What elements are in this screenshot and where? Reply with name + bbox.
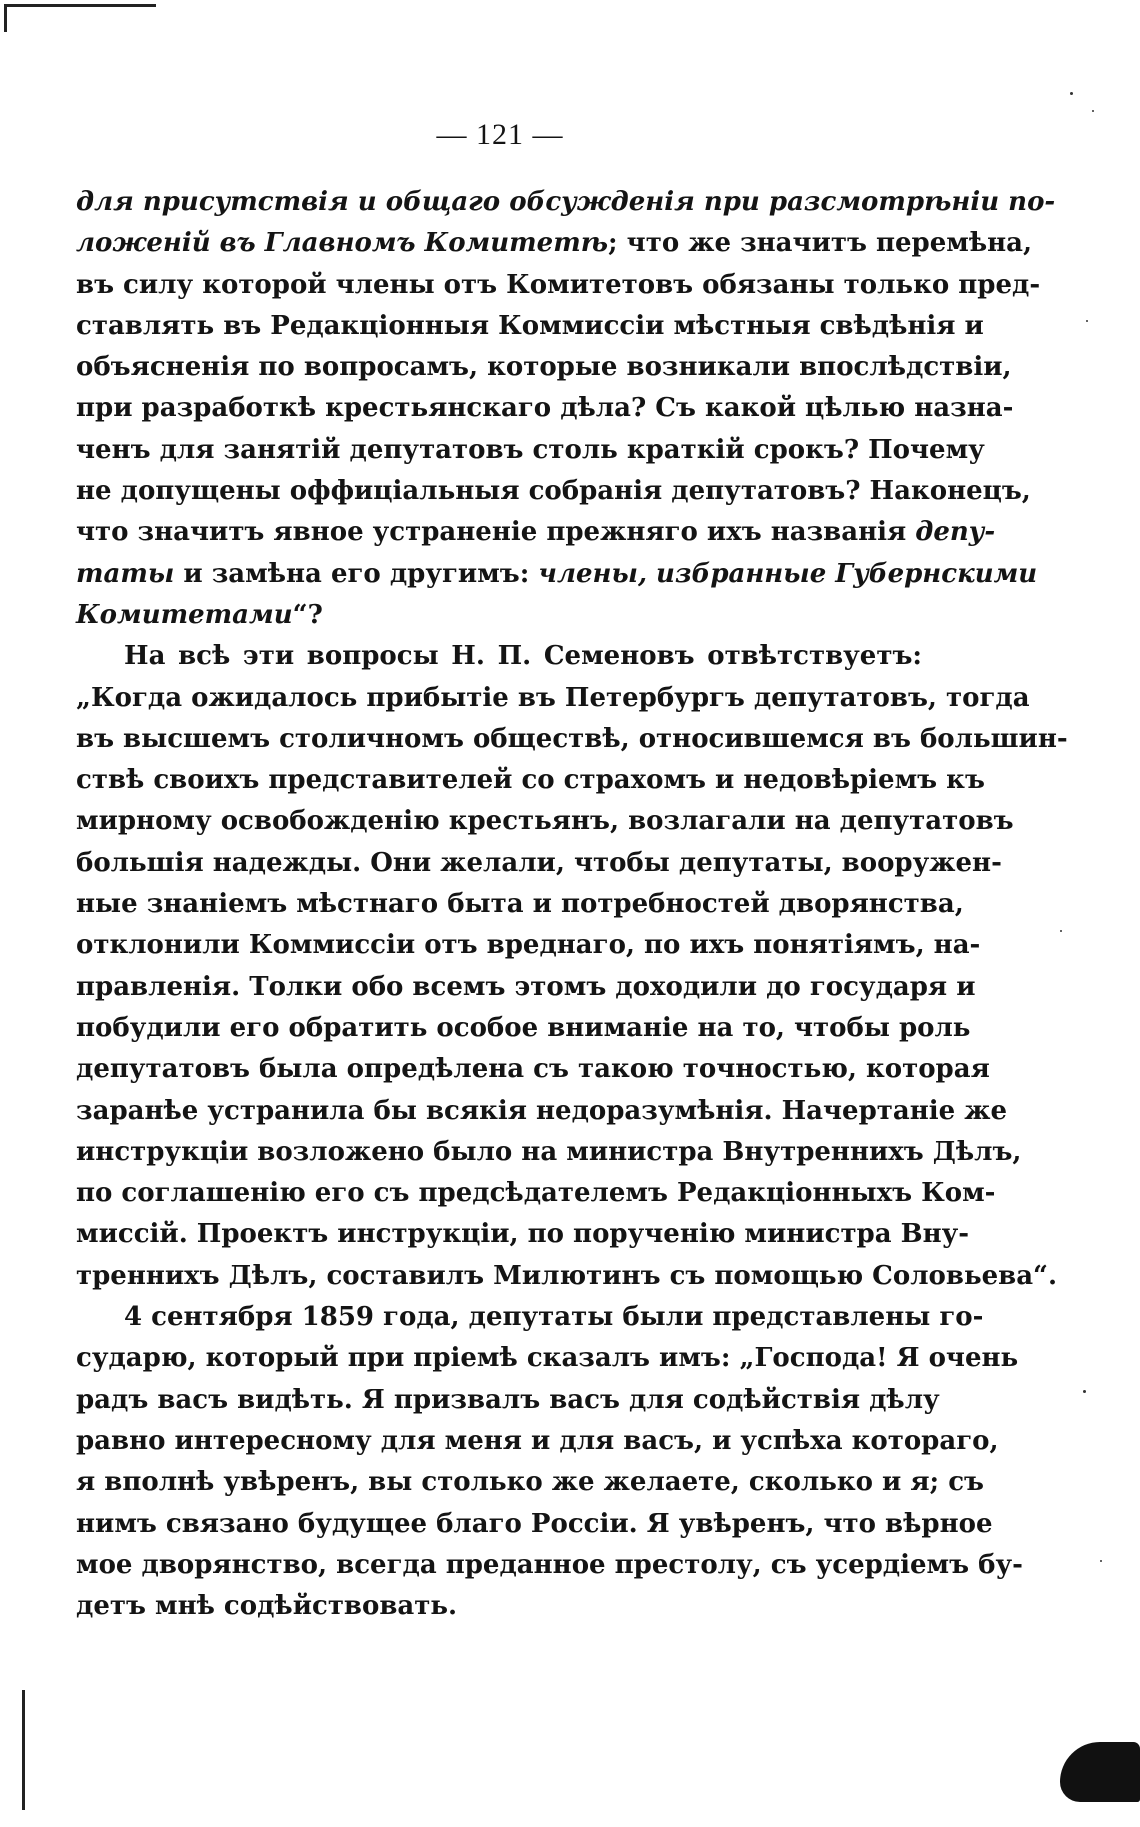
- text-line: [76, 1049, 990, 1090]
- text-line: [76, 760, 985, 801]
- text-segment: я вполнѣ увѣренъ, вы столько же желаете, сколько и я; съ: [76, 1467, 984, 1498]
- italic-text-segment: члены, избранные Губернскими: [538, 558, 1038, 589]
- text-line: [76, 1338, 1019, 1379]
- text-line: [76, 1380, 940, 1421]
- text-segment: депутатовъ была опредѣлена съ такою точностью, которая: [76, 1054, 990, 1085]
- text-segment: заранѣе устранила бы всякія недоразумѣнія. Начертаніе же: [76, 1095, 1008, 1126]
- text-segment: 4 сентября 1859 года, депутаты были представлены го-: [124, 1302, 984, 1333]
- text-segment: равно интересному для меня и для васъ, и успѣха котораго,: [76, 1425, 999, 1456]
- scan-speck: [1060, 930, 1062, 932]
- text-line: [76, 1008, 971, 1049]
- text-line: [76, 223, 1033, 264]
- text-segment: детъ мнѣ содѣйствовать.: [76, 1591, 458, 1622]
- text-line: [76, 182, 1056, 223]
- text-segment: мое дворянство, всегда преданное престолу, съ усердіемъ бу-: [76, 1549, 1023, 1580]
- text-line: [76, 801, 1014, 842]
- text-segment: ставлять въ Редакціонныя Коммиссіи мѣстныя свѣдѣнія и: [76, 310, 984, 341]
- italic-text-segment: ложеній въ Главномъ Комитетѣ: [76, 228, 609, 259]
- text-line: [76, 1132, 1022, 1173]
- text-segment: отклонили Коммиссіи отъ вреднаго, по ихъ понятіямъ, на-: [76, 930, 981, 961]
- text-line: [76, 636, 922, 677]
- scan-speck: [1083, 1390, 1086, 1393]
- text-line: [76, 1256, 1058, 1297]
- text-segment: ченъ для занятій депутатовъ столь краткій срокъ? Почему: [76, 434, 985, 465]
- text-line: [76, 843, 1002, 884]
- text-line: [76, 678, 1030, 719]
- text-segment: не допущены оффиціальныя собранія депутатовъ? Наконецъ,: [76, 476, 1031, 507]
- scan-speck: [1086, 320, 1088, 322]
- text-segment: объясненія по вопросамъ, которые возникали впослѣдствіи,: [76, 352, 1012, 383]
- text-line: [76, 925, 981, 966]
- text-line: [76, 430, 985, 471]
- text-segment: въ силу которой члены отъ Комитетовъ обязаны только пред-: [76, 269, 1041, 300]
- text-segment: мирному освобожденію крестьянъ, возлагали на депутатовъ: [76, 806, 1014, 837]
- text-segment: и замѣна его другимъ:: [174, 558, 539, 589]
- scan-corner-mark: [6, 4, 156, 13]
- text-line: [76, 1297, 984, 1338]
- page-number: — 121 —: [436, 118, 564, 151]
- text-segment: правленія. Толки обо всемъ этомъ доходили до государя и: [76, 971, 976, 1002]
- italic-text-segment: для присутствія и общаго обсужденія при разсмотрѣніи по-: [76, 187, 1056, 217]
- text-segment: миссій. Проектъ инструкціи, по порученію министра Вну-: [76, 1219, 970, 1250]
- text-line: [76, 967, 976, 1008]
- scan-speck: [1100, 1560, 1102, 1562]
- text-segment: ; что же значитъ перемѣна,: [608, 228, 1033, 259]
- text-segment: сударю, который при пріемѣ сказалъ имъ: „Господа! Я очень: [76, 1343, 1019, 1374]
- text-segment: инструкціи возложено было на министра Внутреннихъ Дѣлъ,: [76, 1136, 1022, 1167]
- text-line: [76, 1173, 996, 1214]
- text-segment: нимъ связано будущее благо Россіи. Я увѣренъ, что вѣрное: [76, 1508, 993, 1539]
- text-line: [76, 1421, 999, 1462]
- text-line: [76, 1462, 984, 1503]
- text-line: [76, 512, 996, 553]
- text-line: [76, 719, 1068, 760]
- text-segment: На всѣ эти вопросы Н. П. Семеновъ отвѣтствуетъ:: [124, 641, 922, 672]
- text-line: [76, 554, 1038, 595]
- text-line: [76, 265, 1041, 306]
- text-segment: побудили его обратить особое вниманіе на то, чтобы роль: [76, 1012, 971, 1043]
- text-line: [76, 1214, 970, 1255]
- text-segment: при разработкѣ крестьянскаго дѣла? Съ какой цѣлью назна-: [76, 393, 1014, 424]
- text-line: [76, 884, 964, 925]
- text-line: [76, 1091, 1008, 1132]
- italic-text-segment: Комитетами: [76, 599, 293, 630]
- text-segment: ные знаніемъ мѣстнаго быта и потребностей дворянства,: [76, 889, 964, 920]
- text-segment: ствѣ своихъ представителей со страхомъ и недовѣріемъ къ: [76, 765, 985, 796]
- text-segment: что значитъ явное устраненіе прежняго ихъ названія: [76, 517, 916, 548]
- text-segment: треннихъ Дѣлъ, составилъ Милютинъ съ помощью Соловьева“.: [76, 1260, 1058, 1291]
- text-line: [76, 1504, 993, 1545]
- scan-speck: [1070, 92, 1073, 95]
- text-line: [76, 306, 984, 347]
- text-line: [76, 1586, 922, 1627]
- text-line: [76, 1545, 1023, 1586]
- text-line: [76, 595, 922, 636]
- italic-text-segment: таты: [76, 558, 175, 589]
- text-segment: въ высшемъ столичномъ обществѣ, относившемся въ большин-: [76, 723, 1068, 754]
- scan-speck: [1092, 110, 1094, 112]
- text-line: [76, 347, 1012, 388]
- text-segment: по соглашенію его съ предсѣдателемъ Редакціонныхъ Ком-: [76, 1178, 996, 1209]
- italic-text-segment: депу-: [915, 517, 996, 548]
- text-line: [76, 471, 1031, 512]
- text-line: [76, 388, 1014, 429]
- text-segment: радъ васъ видѣть. Я призвалъ васъ для содѣйствія дѣлу: [76, 1384, 940, 1415]
- text-segment: „Когда ожидалось прибытіе въ Петербургъ депутатовъ, тогда: [76, 682, 1030, 713]
- text-segment: “?: [292, 599, 323, 630]
- scan-ink-blot: [1060, 1742, 1140, 1802]
- scan-edge-line: [22, 1690, 25, 1810]
- body-text: [76, 182, 1068, 1627]
- text-segment: большія надежды. Они желали, чтобы депутаты, вооружен-: [76, 847, 1002, 878]
